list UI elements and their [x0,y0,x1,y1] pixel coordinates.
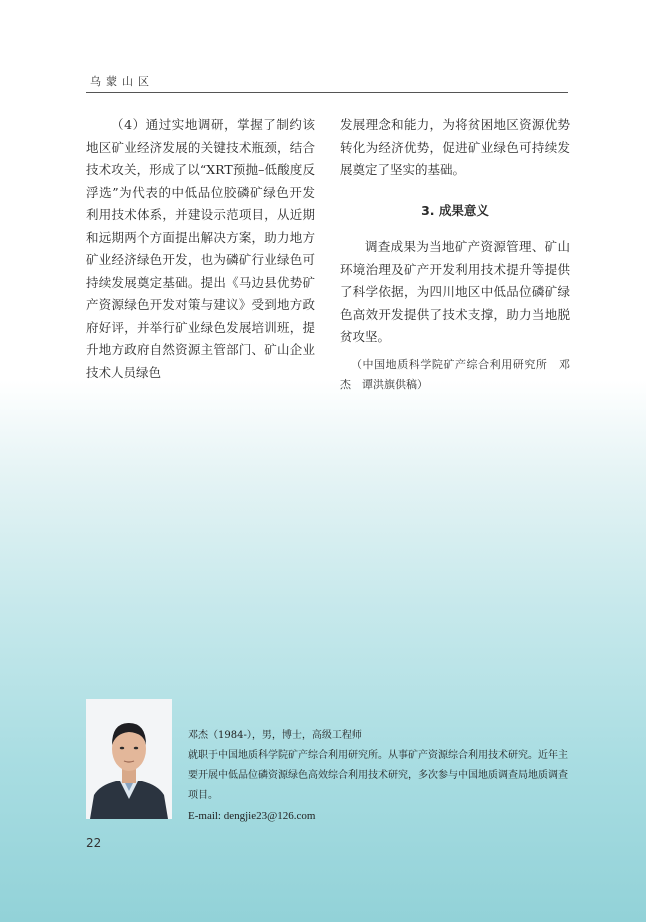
author-name-line: 邓杰（1984-），男，博士，高级工程师 [188,730,362,741]
header-divider [86,92,568,93]
left-column [86,114,315,384]
right-column [340,114,570,395]
page-number: 22 [86,836,102,850]
region-header: 乌蒙山区 [90,75,154,88]
contributor-credit: （中国地质科学院矿产综合利用研究所 邓杰 谭洪旗供稿） [340,357,570,391]
author-bio [188,726,570,826]
section-title: 3. 成果意义 [421,202,489,218]
body-paragraph: （4）通过实地调研，掌握了制约该地区矿业经济发展的关键技术瓶颈，结合技术攻关，形成了以“XRT预抛–低酸度反浮选”为代表的中低品位胶磷矿绿色开发利用技术体系，并建设示范项目，从近期和远期两个方面提出解决方案，助力地方矿业经济绿色开发，也为磷矿行业绿色可持续发展奠定基础。提出《马边县优势矿产资源绿色开发对策与建议》受到地方政府好评，并举行矿业绿色发展培训班，提升地方政府自然资源主管部门、矿山企业技术人员绿色 [86,117,315,380]
author-portrait-icon [86,699,172,819]
author-bio-text: 就职于中国地质科学院矿产综合利用研究所。从事矿产资源综合利用技术研究。近年主要开展中低品位磷资源绿色高效综合利用技术研究，多次参与中国地质调查局地质调查项目。 [188,750,568,801]
body-paragraph-continuation: 发展理念和能力，为将贫困地区资源优势转化为经济优势，促进矿业绿色可持续发展奠定了坚实的基础。 [340,117,570,177]
section-paragraph: 调查成果为当地矿产资源管理、矿山环境治理及矿产开发利用技术提升等提供了科学依据，为四川地区中低品位磷矿绿色高效开发提供了技术支撑，助力当地脱贫攻坚。 [340,239,570,344]
author-photo [86,699,172,819]
author-email[interactable]: E-mail: dengjie23@126.com [188,810,316,822]
